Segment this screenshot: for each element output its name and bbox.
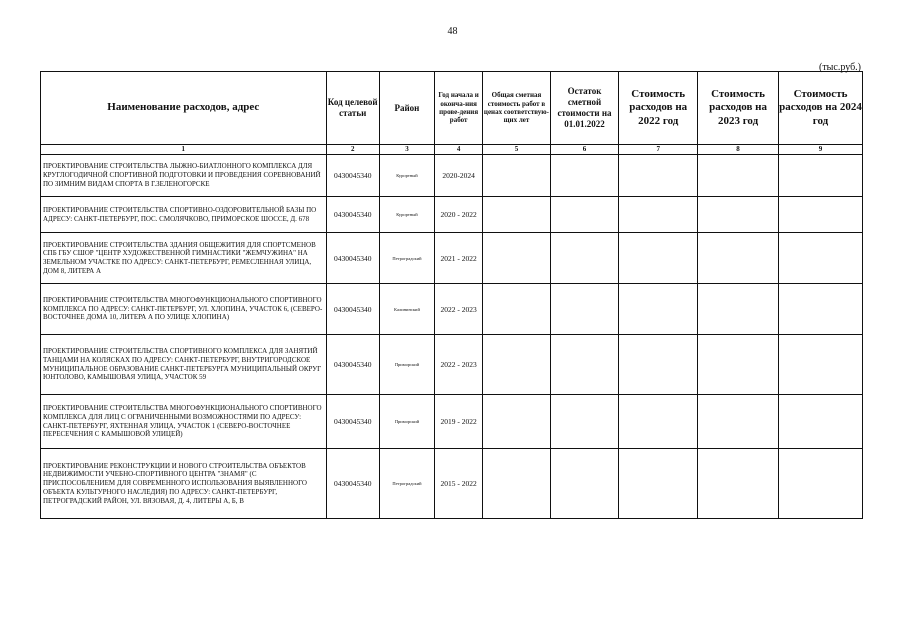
row-years: 2020-2024 (435, 155, 483, 197)
row-years: 2019 - 2022 (435, 395, 483, 449)
row-years: 2022 - 2023 (435, 284, 483, 335)
row-code: 0430045340 (326, 197, 379, 233)
row-cost-2023 (698, 335, 779, 395)
column-number: 7 (619, 145, 698, 155)
row-district: Приморский (379, 335, 434, 395)
row-total-estimate (483, 155, 551, 197)
table-row (41, 233, 863, 284)
table-row (41, 335, 863, 395)
table-row (41, 197, 863, 233)
units-label: (тыс.руб.) (818, 62, 861, 73)
row-code: 0430045340 (326, 233, 379, 284)
row-total-estimate (483, 335, 551, 395)
row-cost-2023 (698, 395, 779, 449)
row-remaining (550, 284, 619, 335)
table-row (41, 395, 863, 449)
row-years: 2021 - 2022 (435, 233, 483, 284)
row-remaining (550, 155, 619, 197)
row-code: 0430045340 (326, 155, 379, 197)
row-cost-2022 (619, 233, 698, 284)
column-number: 8 (698, 145, 779, 155)
header-name: Наименование расходов, адрес (41, 72, 327, 145)
row-cost-2022 (619, 449, 698, 519)
row-total-estimate (483, 197, 551, 233)
row-name: ПРОЕКТИРОВАНИЕ СТРОИТЕЛЬСТВА МНОГОФУНКЦИОНАЛЬНОГО СПОРТИВНОГО КОМПЛЕКСА ПО АДРЕСУ: САНКТ-ПЕТЕРБУРГ, УЛ. ХЛОПИНА, УЧАСТОК 6, (СЕВЕРО-ВОСТОЧНЕЕ ДОМА 10, ЛИТЕРА А ПО УЛИЦЕ ХЛОПИНА) (41, 284, 327, 335)
header-cost-2023: Стоимость расходов на 2023 год (698, 72, 779, 145)
header-row (41, 72, 863, 145)
column-number-row (41, 145, 863, 155)
row-district: Петроградский (379, 233, 434, 284)
header-district: Район (379, 72, 434, 145)
column-number: 1 (41, 145, 327, 155)
row-cost-2023 (698, 233, 779, 284)
table-row (41, 155, 863, 197)
column-number: 2 (326, 145, 379, 155)
column-number: 3 (379, 145, 434, 155)
row-total-estimate (483, 233, 551, 284)
row-district: Петроградский (379, 449, 434, 519)
row-total-estimate (483, 284, 551, 335)
row-cost-2024 (778, 449, 862, 519)
row-remaining (550, 233, 619, 284)
header-years: Год начала и оконча-ния прове-дения работ (435, 72, 483, 145)
row-code: 0430045340 (326, 449, 379, 519)
row-total-estimate (483, 395, 551, 449)
column-number: 4 (435, 145, 483, 155)
header-cost-2022: Стоимость расходов на 2022 год (619, 72, 698, 145)
row-remaining (550, 197, 619, 233)
header-total-estimate: Общая сметная стоимость работ в ценах соответствую-щих лет (483, 72, 551, 145)
row-cost-2024 (778, 197, 862, 233)
row-cost-2024 (778, 335, 862, 395)
row-cost-2024 (778, 395, 862, 449)
expenses-table (40, 71, 863, 519)
row-cost-2024 (778, 233, 862, 284)
row-years: 2020 - 2022 (435, 197, 483, 233)
column-number: 9 (778, 145, 862, 155)
row-cost-2022 (619, 395, 698, 449)
row-code: 0430045340 (326, 395, 379, 449)
row-cost-2022 (619, 284, 698, 335)
header-remaining: Остаток сметной стоимости на 01.01.2022 (550, 72, 619, 145)
row-name: ПРОЕКТИРОВАНИЕ СТРОИТЕЛЬСТВА СПОРТИВНОГО КОМПЛЕКСА ДЛЯ ЗАНЯТИЙ ТАНЦАМИ НА КОЛЯСКАХ ПО АДРЕСУ: САНКТ-ПЕТЕРБУРГ, ВНУТРИГОРОДСКОЕ МУНИЦИПАЛЬНОЕ ОБРАЗОВАНИЕ САНКТ-ПЕТЕРБУРГА МУНИЦИПАЛЬНЫЙ ОКРУГ ЮНТОЛОВО, КАМЫШОВАЯ УЛИЦА, УЧАСТОК 59 (41, 335, 327, 395)
row-remaining (550, 335, 619, 395)
row-name: ПРОЕКТИРОВАНИЕ СТРОИТЕЛЬСТВА СПОРТИВНО-ОЗДОРОВИТЕЛЬНОЙ БАЗЫ ПО АДРЕСУ: САНКТ-ПЕТЕРБУРГ, ПОС. СМОЛЯЧКОВО, ПРИМОРСКОЕ ШОССЕ, Д. 678 (41, 197, 327, 233)
row-cost-2022 (619, 335, 698, 395)
row-cost-2023 (698, 284, 779, 335)
table-row (41, 449, 863, 519)
row-cost-2023 (698, 197, 779, 233)
row-years: 2015 - 2022 (435, 449, 483, 519)
row-total-estimate (483, 449, 551, 519)
row-cost-2024 (778, 155, 862, 197)
row-remaining (550, 395, 619, 449)
header-cost-2024: Стоимость расходов на 2024 год (778, 72, 862, 145)
row-name: ПРОЕКТИРОВАНИЕ СТРОИТЕЛЬСТВА ЗДАНИЯ ОБЩЕЖИТИЯ ДЛЯ СПОРТСМЕНОВ СПБ ГБУ СШОР "ЦЕНТР ХУДОЖЕСТВЕННОЙ ГИМНАСТИКИ "ЖЕМЧУЖИНА" НА ЗЕМЕЛЬНОМ УЧАСТКЕ ПО АДРЕСУ: САНКТ-ПЕТЕРБУРГ, РЕМЕСЛЕННАЯ УЛИЦА, ДОМ 8, ЛИТЕРА А (41, 233, 327, 284)
row-cost-2024 (778, 284, 862, 335)
column-number: 6 (550, 145, 619, 155)
table-row (41, 284, 863, 335)
row-district: Курортный (379, 197, 434, 233)
row-district: Курортный (379, 155, 434, 197)
row-code: 0430045340 (326, 335, 379, 395)
row-cost-2023 (698, 449, 779, 519)
column-number: 5 (483, 145, 551, 155)
row-district: Калининский (379, 284, 434, 335)
row-remaining (550, 449, 619, 519)
row-cost-2023 (698, 155, 779, 197)
row-name: ПРОЕКТИРОВАНИЕ СТРОИТЕЛЬСТВА ЛЫЖНО-БИАТЛОННОГО КОМПЛЕКСА ДЛЯ КРУГЛОГОДИЧНОЙ СПОРТИВНОЙ ПОДГОТОВКИ И ПРОВЕДЕНИЯ СОРЕВНОВАНИЙ ПО ЗИМНИМ ВИДАМ СПОРТА В Г.ЗЕЛЕНОГОРСКЕ (41, 155, 327, 197)
row-name: ПРОЕКТИРОВАНИЕ СТРОИТЕЛЬСТВА МНОГОФУНКЦИОНАЛЬНОГО СПОРТИВНОГО КОМПЛЕКСА ДЛЯ ЛИЦ С ОГРАНИЧЕННЫМИ ВОЗМОЖНОСТЯМИ ПО АДРЕСУ: САНКТ-ПЕТЕРБУРГ, ЯХТЕННАЯ УЛИЦА, УЧАСТОК 1 (СЕВЕРО-ВОСТОЧНЕЕ ПЕРЕСЕЧЕНИЯ С КАМЫШОВОЙ УЛИЦЕЙ) (41, 395, 327, 449)
row-cost-2022 (619, 197, 698, 233)
row-years: 2022 - 2023 (435, 335, 483, 395)
header-code: Код целевой статьи (326, 72, 379, 145)
row-cost-2022 (619, 155, 698, 197)
row-code: 0430045340 (326, 284, 379, 335)
row-district: Приморский (379, 395, 434, 449)
page-number: 48 (447, 26, 458, 37)
row-name: ПРОЕКТИРОВАНИЕ РЕКОНСТРУКЦИИ И НОВОГО СТРОИТЕЛЬСТВА ОБЪЕКТОВ НЕДВИЖИМОСТИ УЧЕБНО-СПОРТИВНОГО ЦЕНТРА "ЗНАМЯ" (С ПРИСПОСОБЛЕНИЕМ ДЛЯ СОВРЕМЕННОГО ИСПОЛЬЗОВАНИЯ ВЫЯВЛЕННОГО ОБЪЕКТА КУЛЬТУРНОГО НАСЛЕДИЯ) ПО АДРЕСУ: САНКТ-ПЕТЕРБУРГ, ПЕТРОГРАДСКИЙ РАЙОН, УЛ. ВЯЗОВАЯ, Д. 4, ЛИТЕРЫ А, Б, В (41, 449, 327, 519)
